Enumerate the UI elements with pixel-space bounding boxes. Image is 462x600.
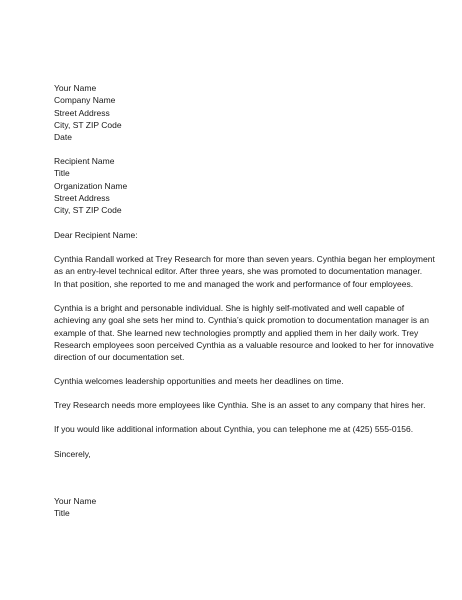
recipient-name: Recipient Name	[54, 156, 115, 166]
body-paragraph-1	[54, 253, 435, 290]
salutation-text: Dear Recipient Name:	[54, 230, 138, 240]
signature-title: Title	[54, 508, 70, 519]
paragraph-line: Trey Research needs more employees like Cynthia. She is an asset to any company that hires her.	[54, 400, 426, 410]
paragraph-line: achieving any goal she sets her mind to. Cynthia’s quick promotion to documentation manager is an	[54, 315, 430, 326]
paragraph-line: Research employees soon perceived Cynthia as a valuable resource and looked to her for innovative	[54, 339, 434, 350]
body-paragraph-3	[54, 375, 424, 387]
letter-date: Date	[54, 132, 72, 143]
body-paragraph-4	[54, 399, 424, 411]
sender-address-block	[54, 82, 424, 143]
body-paragraph-5	[54, 423, 424, 435]
closing-text: Sincerely,	[54, 449, 91, 459]
paragraph-line: In that position, she reported to me and managed the work and performance of four employees.	[54, 278, 414, 289]
sender-city: City, ST ZIP Code	[54, 119, 122, 130]
recipient-street: Street Address	[54, 192, 110, 203]
recipient-city: City, ST ZIP Code	[54, 205, 122, 216]
body-paragraph-2	[54, 302, 434, 363]
signature-name: Your Name	[54, 496, 97, 506]
closing	[54, 448, 424, 460]
paragraph-line: Cynthia Randall worked at Trey Research for more than seven years. Cynthia began her employment	[54, 254, 435, 264]
recipient-organization: Organization Name	[54, 180, 128, 191]
paragraph-line: as an entry-level technical editor. After three years, she was promoted to documentation manager.	[54, 266, 423, 277]
recipient-title: Title	[54, 168, 70, 179]
paragraph-line: Cynthia is a bright and personable individual. She is highly self-motivated and well capable of	[54, 303, 405, 313]
salutation	[54, 229, 424, 241]
paragraph-line: example of that. She learned new technologies promptly and applied them in her daily work. Trey	[54, 327, 419, 338]
recipient-address-block	[54, 155, 424, 216]
signature-block	[54, 495, 424, 520]
sender-name: Your Name	[54, 83, 97, 93]
sender-street: Street Address	[54, 107, 110, 118]
sender-company: Company Name	[54, 95, 116, 106]
paragraph-line: If you would like additional information about Cynthia, you can telephone me at (425) 555-0156.	[54, 424, 414, 434]
paragraph-line: Cynthia welcomes leadership opportunities and meets her deadlines on time.	[54, 376, 344, 386]
paragraph-line: direction of our documentation set.	[54, 352, 185, 363]
